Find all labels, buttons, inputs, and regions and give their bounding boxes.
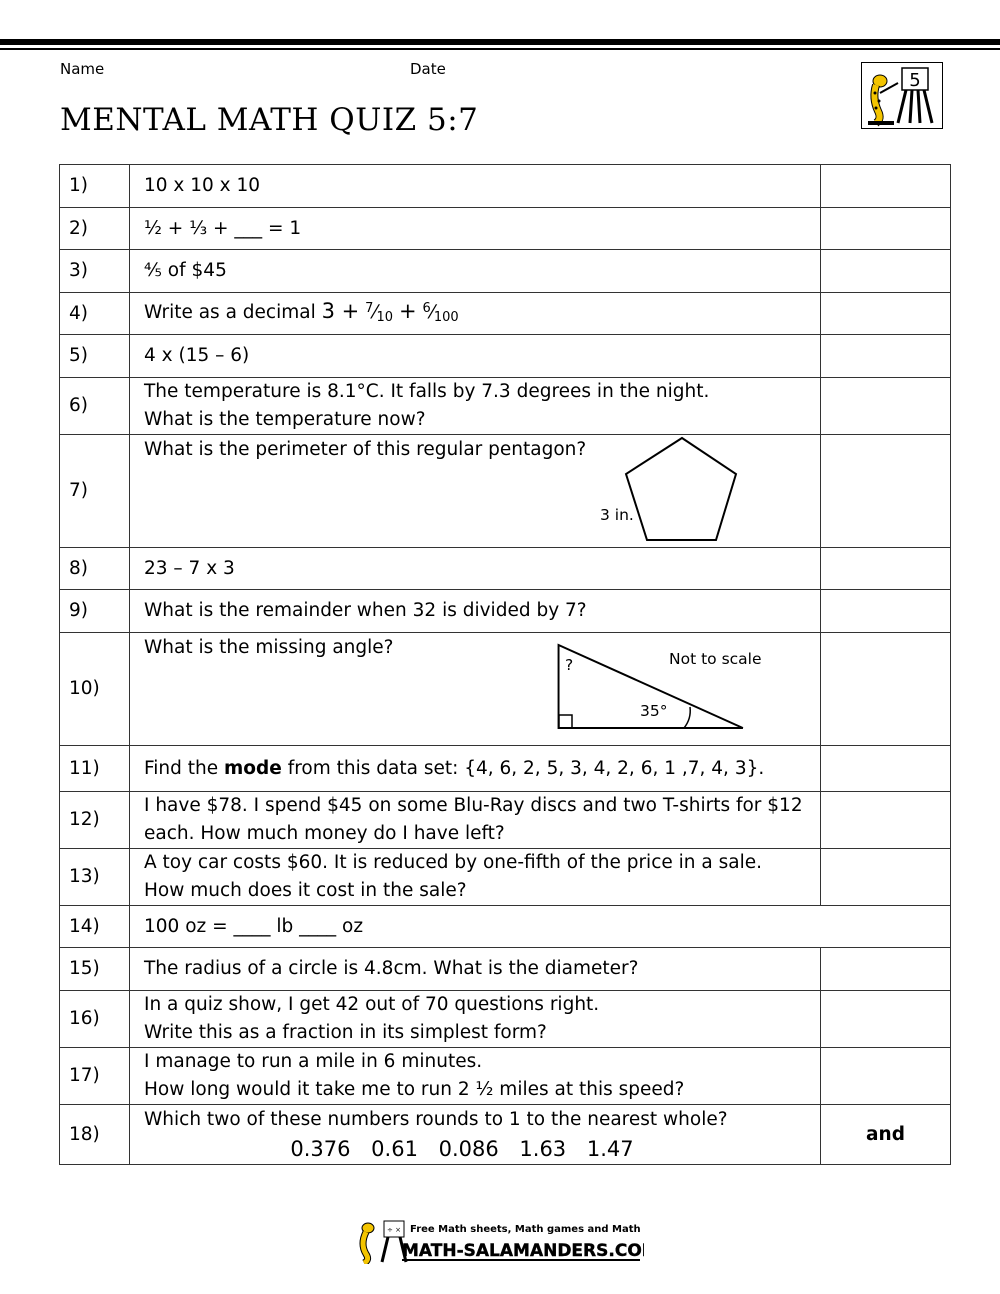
answer-and-label: and [866, 1123, 905, 1145]
question-row-17 [60, 1048, 951, 1105]
question-text: Write as a decimal $3 + ^7⁄_{10}$ + $^6⁄_{100}$ [130, 293, 821, 335]
question-text: 23 – 7 x 3 [130, 548, 821, 590]
answer-box[interactable] [821, 1105, 951, 1165]
question-line-1: I manage to run a mile in 6 minutes. [144, 1051, 483, 1072]
question-keyword: mode [224, 757, 282, 779]
question-line-2: How much does it cost in the sale? [144, 880, 467, 901]
grade-logo [861, 62, 943, 129]
question-text [130, 378, 821, 435]
question-number: 12) [60, 792, 130, 849]
question-text: 10 x 10 x 10 [130, 165, 821, 208]
question-number: 4) [60, 293, 130, 335]
frac2-numerator: 6 [422, 301, 431, 316]
question-row-2 [60, 208, 951, 250]
question-text: ⅘ of $45 [130, 250, 821, 293]
question-number: 11) [60, 746, 130, 792]
frac1-numerator: 7 [365, 301, 374, 316]
svg-text:÷ ×: ÷ × [387, 1226, 401, 1234]
answer-box[interactable] [821, 548, 951, 590]
question-row-13 [60, 849, 951, 906]
question-text: 100 oz = ____ lb ____ oz [130, 906, 951, 948]
question-text-post: from this data set: {4, 6, 2, 5, 3, 4, 2, 6, 1 ,7, 4, 3}. [281, 757, 765, 779]
answer-box[interactable] [821, 335, 951, 378]
answer-box[interactable] [821, 991, 951, 1048]
question-text [130, 1048, 821, 1105]
pentagon-figure [620, 436, 740, 544]
question-line-2: How long would it take me to run 2 ½ miles at this speed? [144, 1079, 685, 1100]
question-number: 1) [60, 165, 130, 208]
question-number: 15) [60, 948, 130, 991]
question-line-1: I have $78. I spend $45 on some Blu-Ray discs and two T-shirts for $12 [144, 795, 803, 816]
question-number: 18) [60, 1105, 130, 1165]
question-row-15 [60, 948, 951, 991]
question-text: What is the remainder when 32 is divided by 7? [130, 590, 821, 633]
question-line-1: The temperature is 8.1°C. It falls by 7.3 degrees in the night. [144, 381, 710, 402]
question-number: 16) [60, 991, 130, 1048]
question-row-5 [60, 335, 951, 378]
question-line-2: Write this as a fraction in its simplest form? [144, 1022, 547, 1043]
question-row-10 [60, 633, 951, 746]
known-angle-label: 35° [640, 702, 668, 720]
question-prompt: What is the missing angle? [144, 637, 394, 658]
svg-text:Free Math sheets, Math games a: Free Math sheets, Math games and Math help [410, 1224, 644, 1235]
svg-text:5: 5 [909, 70, 921, 91]
question-line-2: each. How much money do I have left? [144, 823, 505, 844]
salamander-footer-icon [354, 1218, 644, 1264]
footer-logo [354, 1218, 644, 1264]
answer-box[interactable] [821, 792, 951, 849]
question-prompt: Write as a decimal [144, 302, 316, 323]
answer-box[interactable] [821, 948, 951, 991]
question-number: 5) [60, 335, 130, 378]
question-number: 8) [60, 548, 130, 590]
question-line-2: What is the temperature now? [144, 409, 426, 430]
question-text [130, 792, 821, 849]
question-row-8 [60, 548, 951, 590]
question-number: 7) [60, 435, 130, 548]
answer-box[interactable] [821, 250, 951, 293]
question-row-11 [60, 746, 951, 792]
question-row-7 [60, 435, 951, 548]
salamander-teacher-icon [862, 63, 942, 127]
question-row-4 [60, 293, 951, 335]
answer-box[interactable] [821, 590, 951, 633]
question-text-pre: Find the [144, 757, 225, 779]
question-number: 6) [60, 378, 130, 435]
question-row-16 [60, 991, 951, 1048]
question-number: 9) [60, 590, 130, 633]
question-row-3 [60, 250, 951, 293]
number-options: 0.376 0.61 0.086 1.63 1.47 [290, 1136, 634, 1161]
question-text [130, 991, 821, 1048]
question-line-1: A toy car costs $60. It is reduced by one-fifth of the price in a sale. [144, 852, 762, 873]
quiz-table [59, 164, 951, 1165]
frac2-denominator: 100 [433, 310, 459, 325]
question-row-1 [60, 165, 951, 208]
answer-box[interactable] [821, 435, 951, 548]
question-number: 2) [60, 208, 130, 250]
question-text [130, 746, 821, 792]
question-number: 3) [60, 250, 130, 293]
question-text: 4 x (15 – 6) [130, 335, 821, 378]
date-label: Date [410, 60, 446, 78]
pentagon-side-label: 3 in. [600, 506, 634, 524]
answer-box[interactable] [821, 208, 951, 250]
question-row-12 [60, 792, 951, 849]
question-row-6 [60, 378, 951, 435]
page-title: MENTAL MATH QUIZ 5:7 [60, 102, 479, 138]
question-number: 13) [60, 849, 130, 906]
answer-box[interactable] [821, 378, 951, 435]
unknown-angle-label: ? [565, 656, 574, 674]
question-row-18 [60, 1105, 951, 1165]
frac1-denominator: 10 [376, 310, 394, 325]
question-row-14 [60, 906, 951, 948]
answer-box[interactable] [821, 746, 951, 792]
svg-text:MATH-SALAMANDERS.COM: MATH-SALAMANDERS.COM [402, 1241, 644, 1261]
answer-box[interactable] [821, 849, 951, 906]
question-text [130, 849, 821, 906]
expr-plus: + [398, 299, 417, 323]
question-prompt: What is the perimeter of this regular pentagon? [144, 439, 587, 460]
question-number: 17) [60, 1048, 130, 1105]
top-rule-thin [0, 48, 1000, 50]
name-label: Name [60, 60, 105, 78]
question-text: The radius of a circle is 4.8cm. What is the diameter? [130, 948, 821, 991]
question-text [130, 1105, 821, 1165]
top-rule-thick [0, 39, 1000, 45]
answer-box[interactable] [821, 633, 951, 746]
question-number: 10) [60, 633, 130, 746]
expr-whole: 3 + [321, 299, 360, 323]
answer-box[interactable] [821, 165, 951, 208]
question-line-1: In a quiz show, I get 42 out of 70 questions right. [144, 994, 600, 1015]
question-text [130, 633, 821, 746]
not-to-scale-note: Not to scale [669, 650, 762, 668]
answer-box[interactable] [821, 1048, 951, 1105]
answer-box[interactable] [821, 293, 951, 335]
question-text: ½ + ⅓ + ___ = 1 [130, 208, 821, 250]
question-row-9 [60, 590, 951, 633]
question-text [130, 435, 821, 548]
question-number: 14) [60, 906, 130, 948]
question-line-1: Which two of these numbers rounds to 1 to the nearest whole? [144, 1108, 728, 1130]
